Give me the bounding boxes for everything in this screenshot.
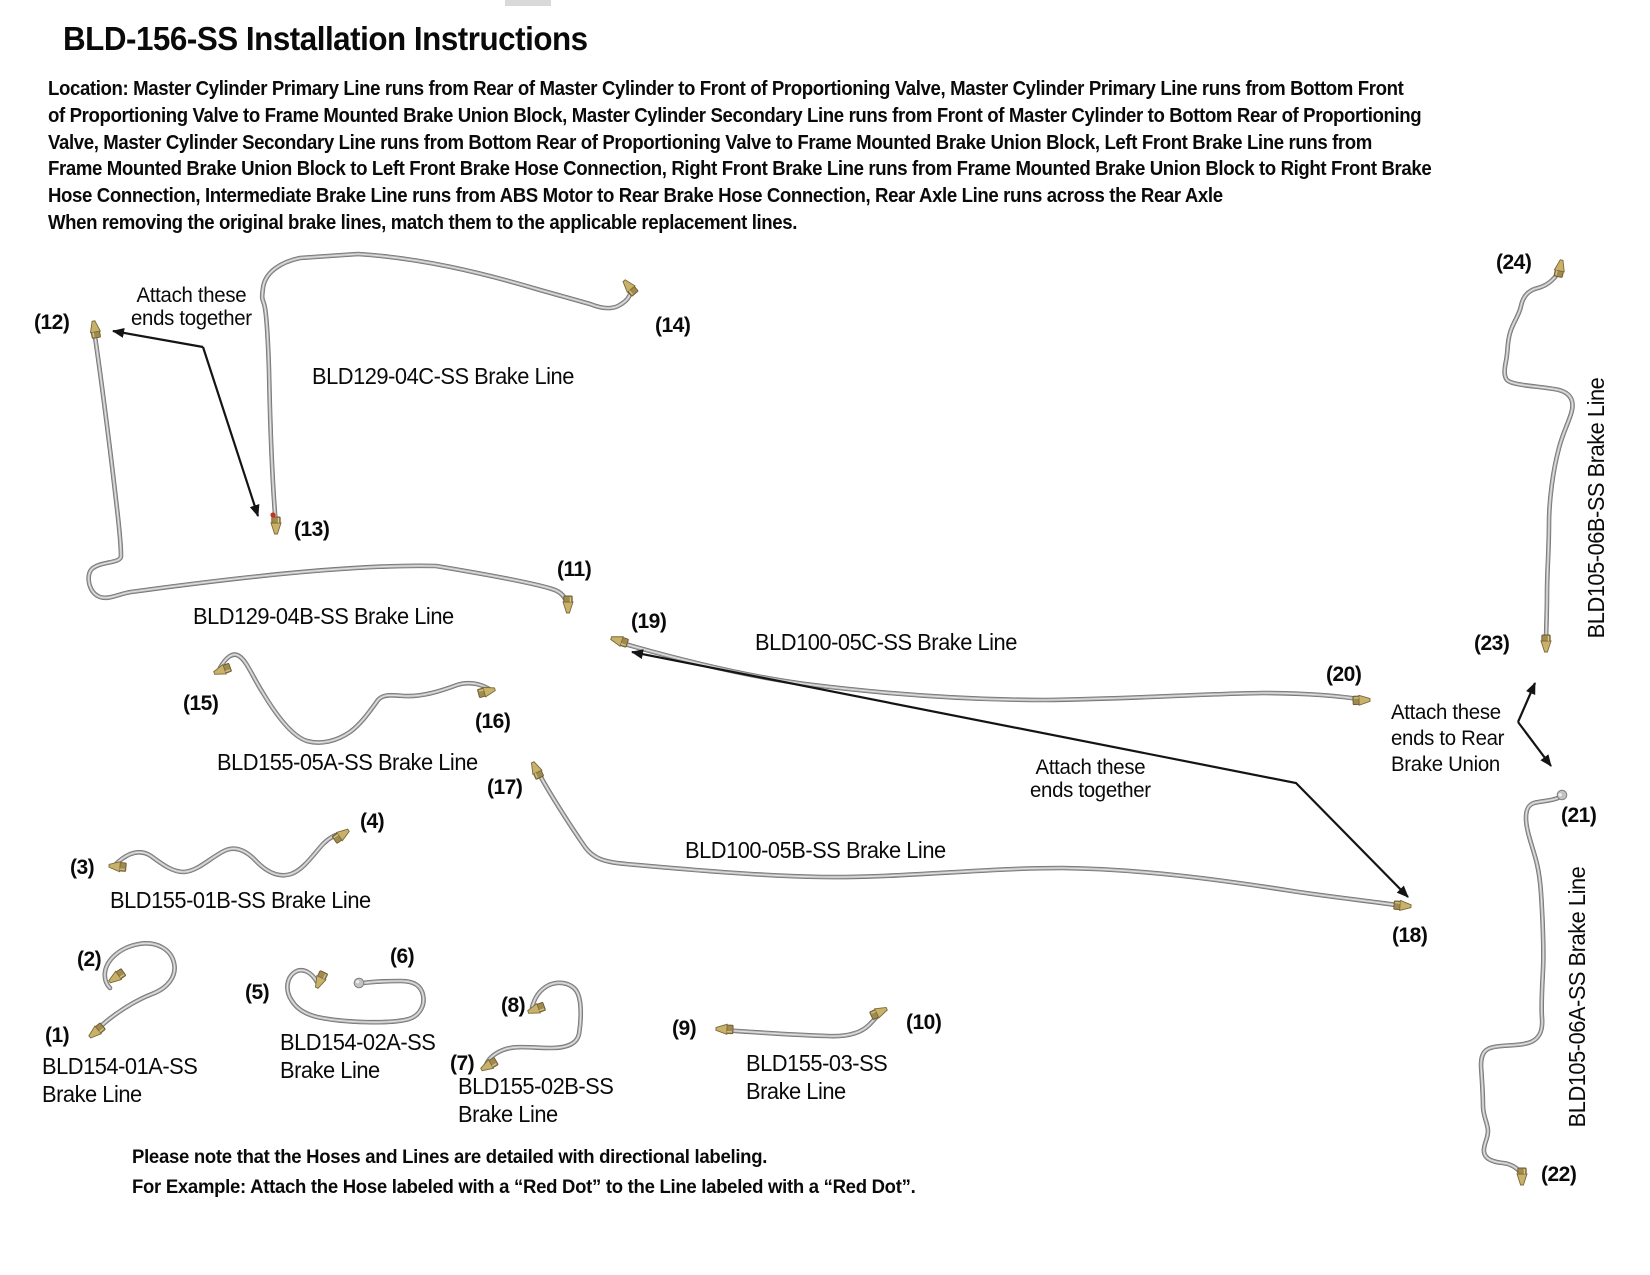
callout-8: (8) [501,994,526,1017]
location-line: Location: Master Cylinder Primary Line runs from Rear of Master Cylinder to Front of Proportioning Valve, Master Cylinder Primary Line runs from Bottom Front [48,78,1404,100]
fitting-22 [1517,1168,1527,1185]
location-line: of Proportioning Valve to Frame Mounted Brake Union Block, Master Cylinder Secondary Line runs from Front of Master Cylinder to Bottom Rear of Proportioning [48,104,1422,127]
callout-17: (17) [487,776,523,799]
arrow-union-to-21 [1518,722,1551,766]
arrow-attach1-to-12 [113,331,203,347]
scan-artifact [505,0,551,6]
fitting-9 [716,1024,733,1035]
fitting-20 [1353,695,1370,706]
location-line: Valve, Master Cylinder Secondary Line runs from Bottom Rear of Proportioning Valve to Frame Mounted Brake Union Block, Left Front Brake Line runs from [48,131,1372,154]
callout-2: (2) [77,948,102,971]
part-label-bld100-05b-ss: BLD100-05B-SS Brake Line [685,837,946,863]
annotation-attach-ends-together-2: Attach these ends together [1030,756,1151,802]
annotation-attach-ends-together-1: Attach these ends together [131,284,252,330]
callout-3: (3) [70,856,95,879]
callout-22: (22) [1541,1163,1577,1186]
callout-18: (18) [1392,924,1428,947]
part-label-bld155-01b-ss: BLD155-01B-SS Brake Line [110,887,371,913]
callout-6: (6) [390,945,415,968]
callout-20: (20) [1326,663,1362,686]
location-line: Frame Mounted Brake Union Block to Left Front Brake Hose Connection, Right Front Brake Line runs from Frame Mounted Brake Union Block to Right Front Brake [48,158,1432,181]
callout-5: (5) [245,981,270,1004]
fitting-23 [1541,635,1551,652]
fitting-6 [354,978,364,988]
location-line: Hose Connection, Intermediate Brake Line runs from ABS Motor to Rear Brake Hose Connection, Rear Axle Line runs across the Rear Axle [48,185,1223,208]
annotation-attach-ends-rear-union: Attach these ends to Rear Brake Union [1391,701,1505,776]
callout-13: (13) [294,518,330,541]
callout-21: (21) [1561,804,1597,827]
note-directional-labeling: Please note that the Hoses and Lines are detailed with directional labeling. [132,1146,768,1168]
fitting-3 [109,861,127,872]
brake-line-bld154-01a-ss [95,943,175,1032]
part-label-bld105-06b-ss: BLD105-06B-SS Brake Line [1583,377,1609,639]
arrow-union-to-23 [1518,683,1535,722]
fitting-19 [610,633,629,648]
fitting-17 [528,760,544,780]
part-label-bld129-04c-ss: BLD129-04C-SS Brake Line [312,363,574,389]
callout-16: (16) [475,710,511,733]
fitting-15 [212,663,231,678]
fitting-14 [620,277,639,296]
brake-line-bld154-02a-ss [287,970,423,1022]
brake-line-bld155-05a-ss [220,655,489,743]
callout-23: (23) [1474,632,1510,655]
fitting-11 [563,596,573,613]
callout-15: (15) [183,692,219,715]
callout-24: (24) [1496,251,1532,274]
fitting-18 [1394,900,1412,911]
part-label-bld154-01a-ss: BLD154-01A-SS Brake Line [42,1053,198,1107]
brake-line-bld129-04c-ss [262,254,631,526]
callout-7: (7) [450,1052,475,1075]
fitting-13 [271,517,281,534]
brake-line-bld100-05b-ss [537,770,1403,906]
page-title: BLD-156-SS Installation Instructions [63,20,588,57]
callout-14: (14) [655,314,691,337]
fitting-10 [869,1004,889,1020]
fitting-24 [1553,259,1566,278]
callout-11: (11) [557,558,592,581]
red-dot [270,512,275,517]
location-removal-note: When removing the original brake lines, match them to the applicable replacement lines. [48,212,798,234]
callout-1: (1) [45,1024,70,1047]
part-label-bld100-05c-ss: BLD100-05C-SS Brake Line [755,629,1017,655]
brake-line-bld155-01b-ss [116,833,343,875]
part-label-bld129-04b-ss: BLD129-04B-SS Brake Line [193,603,454,629]
part-label-bld105-06a-ss: BLD105-06A-SS Brake Line [1564,866,1590,1128]
callout-9: (9) [672,1017,697,1040]
fitting-4 [332,826,352,844]
brake-line-bld105-06a-ss [1481,798,1558,1174]
callout-4: (4) [360,810,385,833]
callout-10: (10) [906,1011,942,1034]
brake-line-bld155-03-ss [722,1012,881,1036]
part-label-bld155-05a-ss: BLD155-05A-SS Brake Line [217,749,478,775]
part-label-bld154-02a-ss: BLD154-02A-SS Brake Line [280,1029,436,1083]
part-label-bld155-02b-ss: BLD155-02B-SS Brake Line [458,1073,614,1127]
arrow-attach1-to-13 [203,347,258,516]
callout-12: (12) [34,311,70,334]
callout-19: (19) [631,610,667,633]
part-label-bld155-03-ss: BLD155-03-SS Brake Line [746,1050,888,1104]
brake-line-bld105-06b-ss [1505,268,1573,644]
fitting-2 [107,968,127,986]
note-red-dot-example: For Example: Attach the Hose labeled with a “Red Dot” to the Line labeled with a “Red Dot”. [132,1176,916,1198]
fitting-8 [526,1002,545,1017]
fitting-12 [89,320,102,338]
